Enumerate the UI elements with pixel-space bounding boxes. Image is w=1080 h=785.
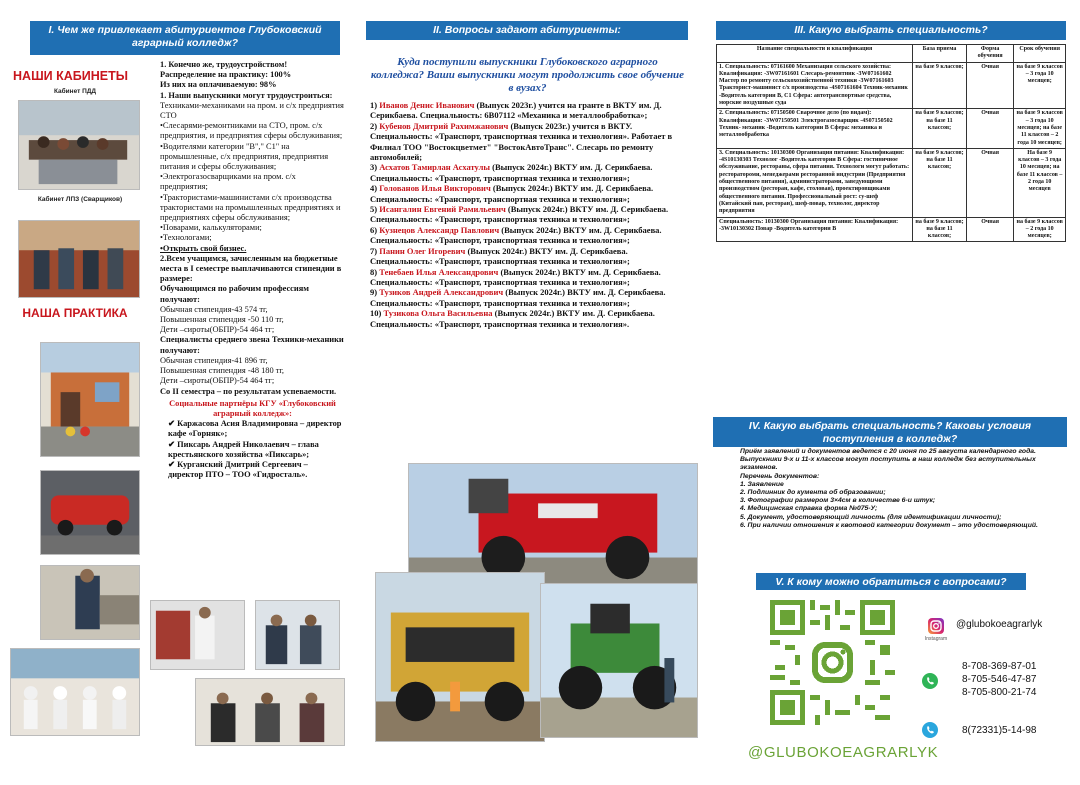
table-cell: Очная bbox=[966, 217, 1013, 242]
table-header: Форма обучения bbox=[966, 45, 1013, 63]
graduate-1: 2) Кубенов Дмитрий Рахимжанович (Выпуск 2023г.) учится в ВКТУ. Специальность: «Транспорт, транспортная техника и технология». Работает в Филиал ТОО "Востокцветмет" "ВостокАвтоТранс". Слесарь по ремонту автомобилей; bbox=[370, 120, 673, 163]
partner-1: ✔ Пиксарь Андрей Николаевич – глава крестьянского хозяйства «Пиксарь»; bbox=[168, 439, 319, 459]
graduate-2: 3) Асхатов Тамирлан Асхатулы (Выпуск 2024г.) ВКТУ им. Д. Серикбаева. Специальность: «Транспорт, транспортная техника и технология»; bbox=[370, 162, 653, 183]
admission-intro: Приём заявлений и документов ведется с 20 июня по 25 августа календарного года. Выпускники 9-х и 11-х классов могут поступить в наш колледж без вступительных экзаменов. bbox=[740, 448, 1036, 472]
whatsapp-icon[interactable] bbox=[922, 673, 938, 689]
line-1: Распределение на практику: 100% bbox=[160, 70, 292, 80]
graduate-8: 9) Тузиков Андрей Александрович (Выпуск 2024г.) ВКТУ им. Д. Серикбаева. Специальность: «Транспорт, транспортная техника и технология»; bbox=[370, 287, 666, 308]
doc-item: 1. Заявление bbox=[740, 480, 784, 488]
table-cell: На базе 9 классов – 3 года 10 месяцев; на базе 11 классов – 2 года 10 месяцев bbox=[1014, 148, 1066, 217]
table-cell: Очная bbox=[966, 109, 1013, 148]
graduate-0: 1) Иванов Денис Иванович (Выпуск 2023г.) учится на гранте в ВКТУ им. Д. Серикбаева. Специальность: 6В07112 «Механика и металлообработка»; bbox=[370, 100, 662, 121]
landline-number[interactable]: 8(72331)5-14-98 bbox=[962, 725, 1037, 736]
table-cell: на базе 9 классов; на базе 11 классов; bbox=[913, 109, 967, 148]
phone-number[interactable]: 8-708-369-87-01 bbox=[962, 661, 1037, 672]
line-6: •Водителями категории "В"," С1" на промышленные, с/х предприятия, предприятия питания и сферы обслуживания; bbox=[160, 141, 329, 172]
photo-practice-building bbox=[40, 342, 140, 457]
line-4: Техниками-механиками на пром. и с/х предприятия СТО bbox=[160, 100, 344, 121]
instagram-handle[interactable]: @glubokoeagrarlyk bbox=[956, 619, 1043, 630]
doc-item: 2. Подлинник до кумента об образовании; bbox=[740, 489, 886, 497]
table-cell: Очная bbox=[966, 148, 1013, 217]
line-7: •Электрогазосварщиками на пром. с/х предприятия; bbox=[160, 172, 296, 192]
table-row bbox=[717, 109, 1066, 148]
instagram-handle-large[interactable]: @GLUBOKOEAGRARLYK bbox=[748, 744, 939, 761]
graduate-4: 5) Исангалин Евгений Рамильевич (Выпуск 2024г.) ВКТУ им. Д. Серикбаева. Специальность: «Транспорт, транспортная техника и технология»; bbox=[370, 204, 669, 225]
photo-practice-kitchen bbox=[10, 648, 140, 736]
table-cell: 1. Специальность: 07161600 Механизация сельского хозяйства: Квалификация: -3W07161601 Слесарь-ремонтник -3W07161602 Мастер по ремонту сельскохозяйственной техники -3W07161603 Тракторист-машинист с/х производства -4S07161604 Техник-механик -Водитель категории В, С1 Сфера: автотранспортные средства, морские воздушные суда bbox=[717, 62, 913, 109]
graduates-list bbox=[370, 100, 692, 329]
line-19: Повышенная стипендия -48 180 тг, bbox=[160, 366, 284, 376]
line-12: 2.Всем учащимся, зачисленным на бюджетные места в I семестре выплачиваются стипендии в размере: bbox=[160, 253, 342, 284]
table-cell: на базе 9 классов – 3 года 10 месяцев; на базе 11 классов – 2 года 10 месяцев; bbox=[1014, 109, 1066, 148]
line-17: Специалисты среднего звена Техники-механики получают: bbox=[160, 335, 344, 355]
graduate-3: 4) Голованов Илья Викторович (Выпуск 2024г.) ВКТУ им. Д. Серикбаева. Специальность: «Транспорт, транспортная техника и технология»; bbox=[370, 183, 654, 204]
cabinet-pdd-caption: Кабинет ПДД bbox=[53, 88, 97, 95]
table-cell: Специальность: 10130300 Организация питания: Квалификация: -3W10130302 Повар -Водитель категории В bbox=[717, 217, 913, 242]
photo-dump-truck bbox=[375, 572, 545, 742]
cabinet-lpz-caption: Кабинет ЛПЗ (Сварщиков) bbox=[37, 196, 123, 203]
line-21: Со II семестра – по результатам успеваемости. bbox=[160, 386, 337, 396]
panel1-text bbox=[160, 60, 345, 480]
instagram-icon[interactable] bbox=[928, 618, 944, 634]
docs-title: Перечень документов: bbox=[740, 472, 820, 480]
telephone-icon[interactable] bbox=[922, 722, 938, 738]
table-cell: на базе 9 классов; на базе 11 классов; bbox=[913, 148, 967, 217]
line-18: Обычная стипендия-41 896 тг, bbox=[160, 355, 268, 365]
photo-cabinet-pdd bbox=[18, 100, 140, 190]
table-cell: 2. Специальность: 07150500 Сварочное дело (по видам): Квалификация: -3W07150501 Электрогазосварщик -4S07150502 Техник- механик -Водитель категории В Сфера: механика и металлообработка bbox=[717, 109, 913, 148]
phone-list bbox=[962, 660, 1080, 699]
table-header-row bbox=[717, 45, 1066, 63]
table-cell: 3. Специальность: 10130300 Организация питания: Квалификация: -4S10130303 Технолог -Водитель категории В Сфера: гостиничное обслуживание, рестораны, сфера питания. Технологи могут работать: ресторатороми, менеджерами ресторанной индустрии (Предприятия общественного питания), администраторами, заведующими производством (ресторан, кафе, столовая), проектировщиками общественного питания. Профессиональный рост: су-шеф (Китайский пан, ресторан), шеф-повар, технолог, директор предприятия bbox=[717, 148, 913, 217]
photo-practice-car bbox=[40, 470, 140, 555]
doc-item: 5. Документ, удостоверяющий личность (для идентификации личности); bbox=[740, 513, 1002, 521]
line-15: Повышенная стипендия -50 110 тг, bbox=[160, 315, 284, 325]
line-9: •Поварами, калькуляторами; bbox=[160, 223, 262, 233]
table-cell: на базе 9 классов; на базе 11 классов; bbox=[913, 217, 967, 242]
doc-item: 4. Медицинская справка форма №075-У; bbox=[740, 505, 878, 513]
line-3: 1. Наши выпускники могут трудоустроиться: bbox=[160, 90, 333, 100]
table-header: Название специальности и квалификация bbox=[717, 45, 913, 63]
line-20: Дети –сироты(ОБПР)-54 464 тг; bbox=[160, 376, 275, 386]
photo-cabinet-lpz bbox=[18, 220, 140, 298]
line-13: Обучающимся по рабочим профессиям получают: bbox=[160, 284, 309, 304]
table-row bbox=[717, 148, 1066, 217]
banner-3: III. Какую выбрать специальность? bbox=[716, 21, 1066, 40]
table-row bbox=[717, 217, 1066, 242]
table-cell: Очная bbox=[966, 62, 1013, 109]
doc-item: 3. Фотографии размером 3×4см в количестве 6-и штук; bbox=[740, 497, 936, 505]
line-8: •Трактористами-машинистами с/х производства трактористами на промышленных предприятиях и предприятиях сферы обслуживания; bbox=[160, 192, 341, 223]
photo-partner-2 bbox=[255, 600, 340, 670]
line-2: Из них на оплачиваемую: 98% bbox=[160, 80, 277, 90]
table-row bbox=[717, 62, 1066, 109]
question-heading: Куда поступили выпускники Глубоковского аграрного колледжа? Ваши выпускники могут продолжить свое обучение в вузах? bbox=[370, 56, 685, 94]
line-0: 1. Конечно же, трудоустройством! bbox=[160, 60, 288, 69]
table-cell: на базе 9 классов; bbox=[913, 62, 967, 109]
partners-title: Социальные партнёры КГУ «Глубоковский аграрный колледж»: bbox=[169, 398, 336, 418]
line-5: •Слесарями-ремонтниками на СТО, пром. с/х предприятия, и предприятия сферы обслуживания; bbox=[160, 121, 343, 141]
instagram-label: Instagram bbox=[924, 636, 948, 642]
table-header: База приема bbox=[913, 45, 967, 63]
graduate-5: 6) Кузнецов Александр Павлович (Выпуск 2024г.) ВКТУ им. Д. Серикбаева. Специальность: «Транспорт, транспортная техника и технология»; bbox=[370, 224, 662, 246]
table-cell: на базе 9 классов – 3 года 10 месяцев; bbox=[1014, 62, 1066, 109]
specialty-table bbox=[716, 44, 1066, 242]
line-14: Обычная стипендия-43 574 тг, bbox=[160, 304, 268, 314]
table-cell: на базе 9 классов – 2 года 10 месяцев; bbox=[1014, 217, 1066, 242]
phone-number[interactable]: 8-705-800-21-74 bbox=[962, 687, 1037, 698]
partner-0: ✔ Каржасова Асия Владимировна – директор кафе «Горняк»; bbox=[168, 419, 342, 439]
table-header: Срок обучения bbox=[1014, 45, 1066, 63]
banner-5: V. К кому можно обратиться с вопросами? bbox=[756, 573, 1026, 590]
photo-practice-worker bbox=[40, 565, 140, 640]
graduate-7: 8) Тенебаев Илья Александрович (Выпуск 2024г.) ВКТУ им. Д. Серикбаева. Специальность: «Транспорт, транспортная техника и технология»; bbox=[370, 266, 661, 287]
admission-info bbox=[740, 448, 1040, 530]
banner-1: I. Чем же привлекает абитуриентов Глубоковский аграрный колледж? bbox=[30, 21, 340, 55]
graduate-9: 10) Тузикова Ольга Васильевна (Выпуск 2024г.) ВКТУ им. Д. Серикбаева. Специальность: «Транспорт, транспортная техника и технология». bbox=[370, 308, 655, 329]
doc-item: 6. При наличии отношения к квотовой категории документ – это удостоверяющий. bbox=[740, 521, 1038, 529]
cabinets-title: НАШИ КАБИНЕТЫ bbox=[13, 69, 128, 83]
photo-partner-3 bbox=[195, 678, 345, 746]
panel-3 bbox=[710, 0, 1080, 785]
panel-2 bbox=[350, 0, 705, 785]
photo-partner-1 bbox=[150, 600, 245, 670]
line-10: •Технологами; bbox=[160, 233, 212, 243]
practice-title: НАША ПРАКТИКА bbox=[22, 306, 128, 320]
qr-code[interactable] bbox=[770, 600, 895, 725]
photo-sprayer-green bbox=[540, 583, 698, 738]
phone-number[interactable]: 8-705-546-47-87 bbox=[962, 674, 1037, 685]
banner-2: II. Вопросы задают абитуриенты: bbox=[366, 21, 688, 40]
partner-2: ✔ Курганский Дмитрий Сергеевич – директор ПТО – ТОО «Гидросталь». bbox=[168, 459, 308, 480]
banner-4: IV. Какую выбрать специальность? Каковы условия поступления в колледж? bbox=[713, 417, 1067, 447]
line-16: Дети –сироты(ОБПР)-54 464 тг; bbox=[160, 325, 275, 335]
line-11: •Открыть свой бизнес. bbox=[160, 243, 247, 253]
graduate-6: 7) Панин Олег Игоревич (Выпуск 2024г.) ВКТУ им. Д. Серикбаева. Специальность: «Транспорт, транспортная техника и технология»; bbox=[370, 245, 630, 267]
panel-1 bbox=[0, 0, 345, 785]
